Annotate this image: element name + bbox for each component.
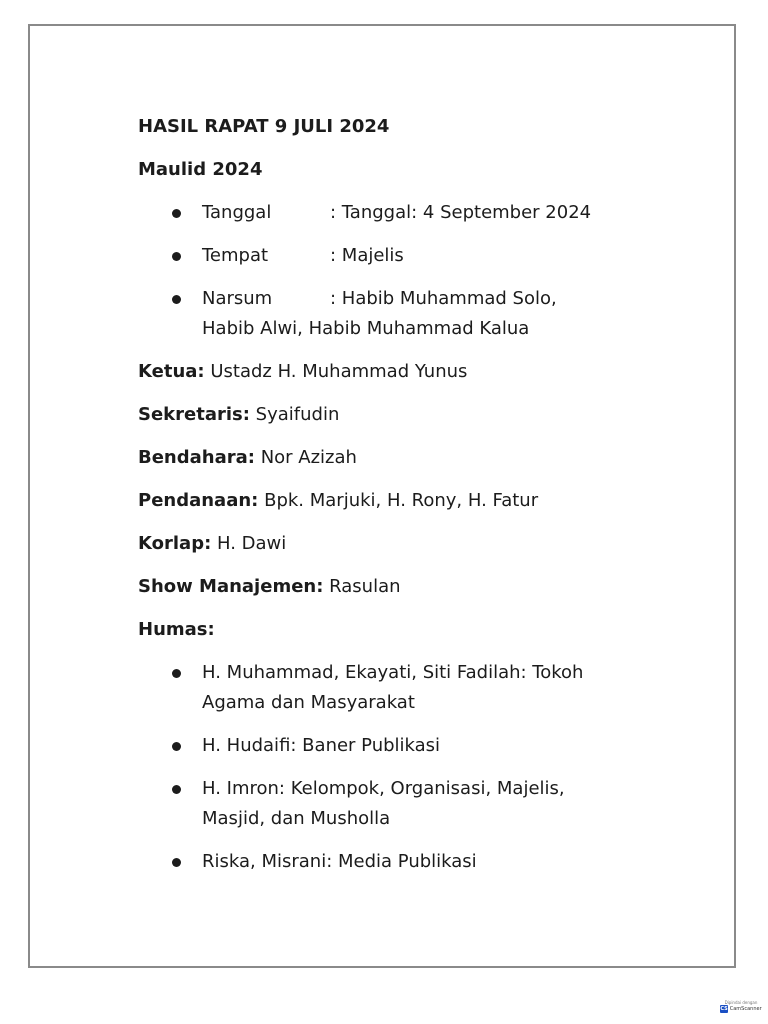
- humas-item-line: H. Hudaifi: Baner Publikasi: [202, 735, 441, 756]
- event-details-list: [138, 198, 658, 344]
- bullet-icon: [172, 785, 181, 794]
- humas-label: Humas:: [138, 619, 215, 640]
- role-row: [138, 486, 658, 516]
- role-label: Korlap:: [138, 533, 212, 554]
- bullet-icon: [172, 295, 181, 304]
- humas-item-line: Agama dan Masyarakat: [202, 692, 415, 713]
- role-label: Bendahara:: [138, 447, 255, 468]
- detail-value: : Tanggal: 4 September 2024: [330, 202, 592, 223]
- event-detail-item: [138, 284, 658, 344]
- section-title-maulid: Maulid 2024: [138, 159, 263, 180]
- role-value: Syaifudin: [249, 404, 340, 425]
- humas-item: [138, 731, 658, 761]
- detail-key: Tanggal: [202, 202, 272, 223]
- role-value: Bpk. Marjuki, H. Rony, H. Fatur: [258, 490, 539, 511]
- humas-item-line: Masjid, dan Musholla: [202, 808, 391, 829]
- role-row: [138, 400, 658, 430]
- detail-value: : Habib Muhammad Solo,: [330, 288, 557, 309]
- humas-item: [138, 847, 658, 877]
- detail-key: Narsum: [202, 288, 273, 309]
- humas-item-line: Riska, Misrani: Media Publikasi: [202, 851, 477, 872]
- role-row: [138, 357, 658, 387]
- event-detail-item: [138, 241, 658, 271]
- camscanner-watermark: [722, 1000, 760, 1018]
- bullet-icon: [172, 858, 181, 867]
- bullet-icon: [172, 209, 181, 218]
- detail-value: : Majelis: [330, 245, 404, 266]
- role-label: Show Manajemen:: [138, 576, 324, 597]
- event-detail-item: [138, 198, 658, 228]
- role-label: Sekretaris:: [138, 404, 250, 425]
- role-value: H. Dawi: [211, 533, 287, 554]
- role-row: [138, 529, 658, 559]
- humas-item-line: H. Muhammad, Ekayati, Siti Fadilah: Tokoh: [202, 662, 584, 683]
- document-title: HASIL RAPAT 9 JULI 2024: [138, 116, 390, 137]
- bullet-icon: [172, 252, 181, 261]
- humas-heading: [138, 615, 658, 645]
- role-label: Pendanaan:: [138, 490, 259, 511]
- humas-item: [138, 658, 658, 718]
- watermark-brand: CamScanner: [729, 1006, 762, 1012]
- bullet-icon: [172, 669, 181, 678]
- role-row: [138, 443, 658, 473]
- watermark-logo: [722, 1005, 760, 1013]
- document-content: [138, 112, 658, 890]
- humas-list: [138, 658, 658, 877]
- watermark-caption: Dipindai dengan: [724, 1000, 758, 1005]
- role-label: Ketua:: [138, 361, 205, 382]
- role-value: Ustadz H. Muhammad Yunus: [204, 361, 468, 382]
- camscanner-icon: CS: [720, 1006, 728, 1012]
- role-value: Rasulan: [323, 576, 401, 597]
- role-value: Nor Azizah: [254, 447, 357, 468]
- humas-item: [138, 774, 658, 834]
- bullet-icon: [172, 742, 181, 751]
- humas-item-line: H. Imron: Kelompok, Organisasi, Majelis,: [202, 778, 565, 799]
- role-row: [138, 572, 658, 602]
- detail-key: Tempat: [202, 245, 269, 266]
- detail-value-continuation: Habib Alwi, Habib Muhammad Kalua: [202, 318, 530, 339]
